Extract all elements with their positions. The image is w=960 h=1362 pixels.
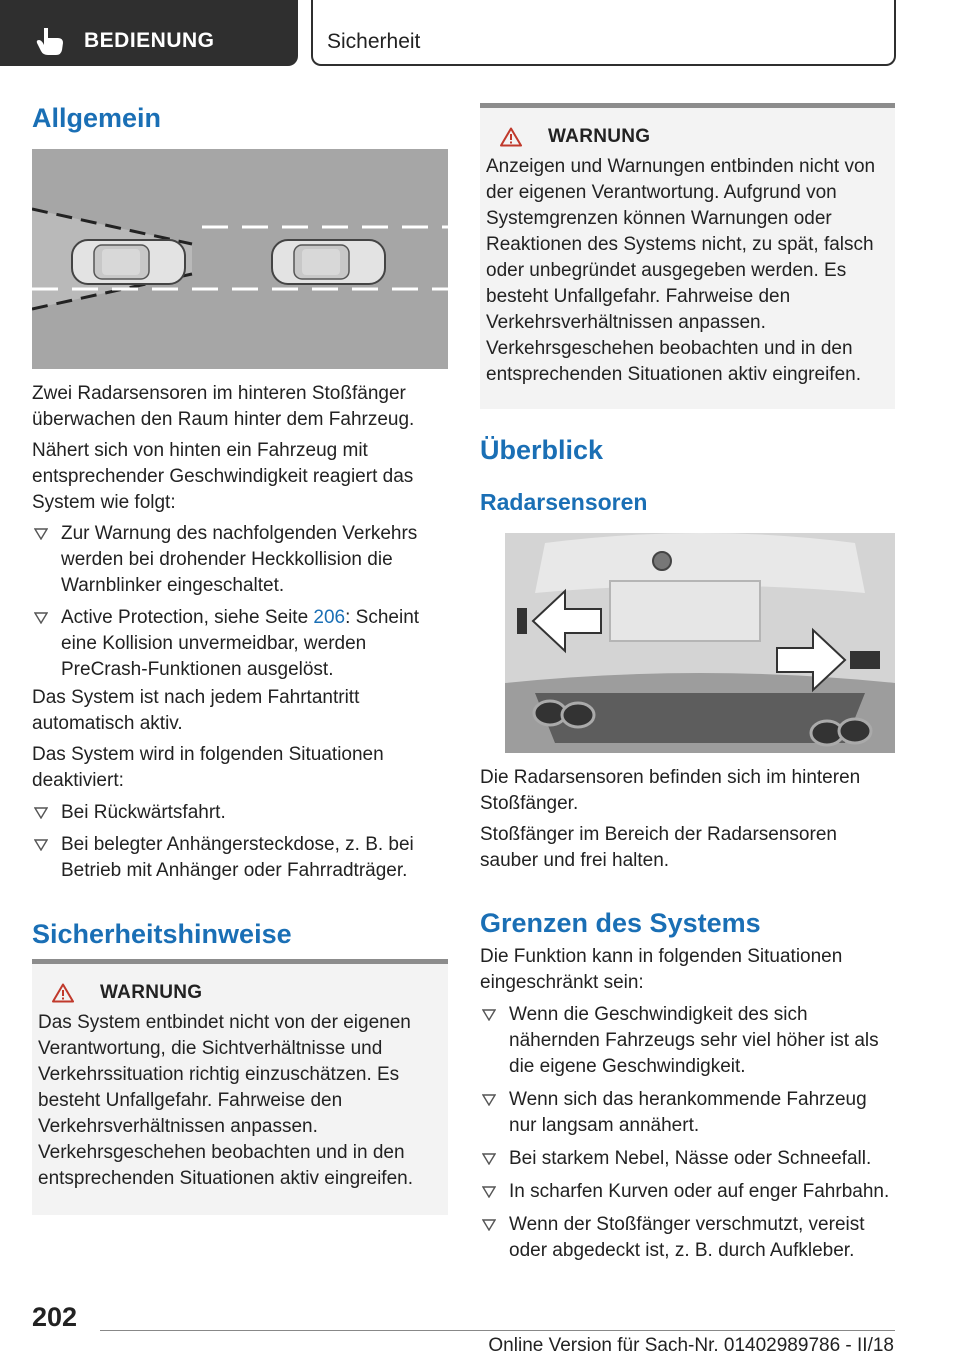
triangle-bullet-icon bbox=[482, 1219, 496, 1231]
list-item: Wenn der Stoßfänger verschmutzt, vereist oder abgedeckt ist, z. B. durch Aufkleber. bbox=[480, 1212, 895, 1264]
triangle-bullet-icon bbox=[34, 612, 48, 624]
auto-active-paragraph: Das System ist nach jedem Fahrtantritt automatisch aktiv. bbox=[32, 687, 360, 734]
radar-paragraph-1: Die Radarsensoren befinden sich im hinteren Stoßfänger. bbox=[480, 767, 861, 814]
radar-paragraph-2: Stoßfänger im Bereich der Radarsensoren sauber und frei halten. bbox=[480, 824, 837, 871]
warning-box-left bbox=[32, 959, 448, 1215]
triangle-bullet-icon bbox=[482, 1186, 496, 1198]
header-section-tab bbox=[0, 0, 298, 66]
intro-paragraph-2: Nähert sich von hinten ein Fahrzeug mit entsprechender Geschwindigkeit reagiert das System wie folgt: bbox=[32, 440, 414, 513]
warning-text: Das System entbindet nicht von der eigenen Verantwortung, die Sichtverhältnisse und Verkehrssituation richtig einzuschätzen. Es besteht Unfallgefahr. Fahrweise den Verkehrsverhältnissen anpassen. Verkehrsgeschehen beobachten und in den entsprechenden Situationen aktiv eingreifen. bbox=[38, 1012, 413, 1189]
intro-paragraph-1: Zwei Radarsensoren im hinteren Stoßfänger überwachen den Raum hinter dem Fahrzeug. bbox=[32, 383, 415, 430]
header-chapter-label: Sicherheit bbox=[327, 30, 421, 53]
radar-sensor-left bbox=[517, 608, 527, 634]
footer-divider bbox=[100, 1330, 895, 1331]
logo-badge bbox=[653, 552, 671, 570]
hand-pointer-icon bbox=[34, 26, 68, 56]
deactivation-list bbox=[32, 800, 448, 884]
warning-title: WARNUNG bbox=[100, 982, 203, 1003]
limits-list bbox=[480, 1002, 895, 1264]
exhaust-pipe bbox=[562, 703, 594, 727]
triangle-bullet-icon bbox=[34, 839, 48, 851]
triangle-bullet-icon bbox=[34, 807, 48, 819]
exhaust-pipe bbox=[839, 719, 871, 743]
list-item: Bei belegter Anhängersteckdose, z. B. bei Betrieb mit Anhänger oder Fahrradträger. bbox=[32, 832, 448, 884]
radar-zone-illustration bbox=[32, 149, 448, 369]
radar-sensor-right bbox=[850, 651, 880, 669]
reaction-list bbox=[32, 521, 448, 683]
triangle-bullet-icon bbox=[482, 1009, 496, 1021]
triangle-bullet-icon bbox=[482, 1153, 496, 1165]
warning-triangle-icon bbox=[52, 983, 74, 1003]
section-title-safety: Sicherheitshinweise bbox=[32, 919, 292, 949]
section-title-overview: Überblick bbox=[480, 435, 604, 465]
triangle-bullet-icon bbox=[34, 528, 48, 540]
list-item: Active Protection, siehe Seite 206: Scheint eine Kollision unvermeidbar, werden PreCrash-Funktionen ausgelöst. bbox=[32, 605, 448, 683]
page-reference-link[interactable]: 206 bbox=[313, 607, 346, 628]
own-car bbox=[72, 240, 185, 284]
page-number: 202 bbox=[32, 1302, 78, 1332]
list-item: Bei starkem Nebel, Nässe oder Schneefall. bbox=[480, 1146, 895, 1172]
warning-triangle-icon bbox=[500, 127, 522, 147]
limits-intro: Die Funktion kann in folgenden Situationen eingeschränkt sein: bbox=[480, 946, 843, 993]
footer-online-version: Online Version für Sach-Nr. 01402989786 - II/18 bbox=[488, 1335, 894, 1356]
warning-box-right bbox=[480, 103, 895, 409]
rear-bumper-illustration bbox=[505, 533, 895, 753]
header-section-label: BEDIENUNG bbox=[84, 29, 215, 52]
list-item: Wenn sich das herankommende Fahrzeug nur langsam annähert. bbox=[480, 1087, 895, 1139]
warning-title: WARNUNG bbox=[548, 126, 651, 147]
list-item: Bei Rückwärtsfahrt. bbox=[32, 800, 448, 826]
subsection-title-radar: Radarsensoren bbox=[480, 489, 648, 515]
list-item: Wenn die Geschwindigkeit des sich nähernden Fahrzeugs sehr viel höher ist als die eigene Geschwindigkeit. bbox=[480, 1002, 895, 1080]
triangle-bullet-icon bbox=[482, 1094, 496, 1106]
approaching-car bbox=[272, 240, 385, 284]
header-chapter-tab bbox=[311, 0, 896, 66]
warning-text: Anzeigen und Warnungen entbinden nicht von der eigenen Verantwortung. Aufgrund von Systemgrenzen können Warnungen oder Reaktionen des Systems nicht, zu spät, falsch oder unbegründet ausgegeben werden. Es besteht Unfallgefahr. Fahrweise den Verkehrsverhältnissen anpassen. Verkehrsgeschehen beobachten und in den entsprechenden Situationen aktiv eingreifen. bbox=[486, 156, 876, 385]
list-item: Zur Warnung des nachfolgenden Verkehrs werden bei drohender Heckkollision die Warnblinker eingeschaltet. bbox=[32, 521, 448, 599]
list-item: In scharfen Kurven oder auf enger Fahrbahn. bbox=[480, 1179, 895, 1205]
deactivation-paragraph: Das System wird in folgenden Situationen deaktiviert: bbox=[32, 744, 384, 791]
section-title-general: Allgemein bbox=[32, 103, 162, 133]
cars-radar-illustration bbox=[32, 149, 448, 369]
section-title-limits: Grenzen des Systems bbox=[480, 908, 761, 938]
